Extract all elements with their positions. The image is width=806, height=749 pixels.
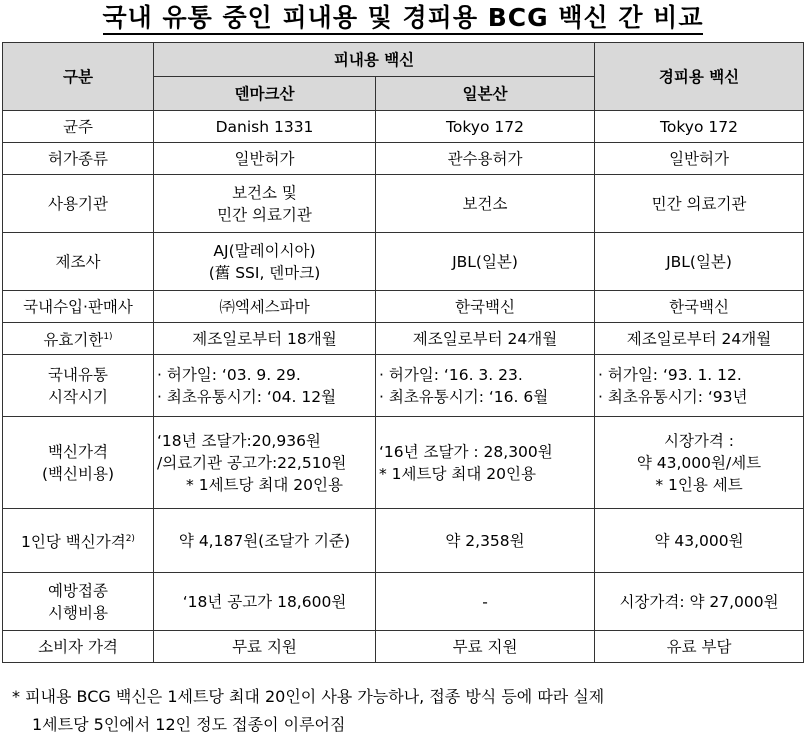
cell-line: 시장가격 :: [663, 431, 735, 450]
cell-danish: [154, 355, 376, 417]
cell-percutaneous: 약 43,000원: [595, 509, 804, 573]
table-row: [3, 111, 804, 143]
table-row: [3, 175, 804, 233]
cell-japanese: [376, 417, 595, 509]
table-row: [3, 323, 804, 355]
row-label-line: 시행비용: [48, 603, 108, 622]
cell-percutaneous: 한국백신: [595, 291, 804, 323]
cell-danish: ㈜엑세스파마: [154, 291, 376, 323]
cell-percutaneous: Tokyo 172: [595, 111, 804, 143]
footnote-line: 1세트당 5인에서 12인 정도 접종이 이루어짐: [32, 715, 346, 734]
cell-japanese: -: [376, 573, 595, 631]
row-label-line: (백신비용): [42, 464, 114, 483]
cell-line: ‘18년 조달가:20,936원: [157, 431, 321, 450]
header-danish: 덴마크산: [154, 77, 376, 111]
cell-danish: [154, 417, 376, 509]
page-title: [0, 0, 806, 40]
row-label: [3, 573, 154, 631]
row-label: [3, 417, 154, 509]
header-group: 구분: [3, 43, 154, 111]
row-label-line: 국내유통: [48, 365, 108, 384]
cell-line: · 최초유통시기: ‘04. 12월: [157, 387, 337, 406]
cell-line: (舊 SSI, 덴마크): [208, 263, 321, 282]
row-label: [3, 323, 154, 355]
cell-japanese: 약 2,358원: [376, 509, 595, 573]
cell-percutaneous: JBL(일본): [595, 233, 804, 291]
cell-line: 민간 의료기관: [217, 205, 312, 224]
cell-danish: [154, 233, 376, 291]
table-row: [3, 291, 804, 323]
footnote-line: * 피내용 BCG 백신은 1세트당 최대 20인이 사용 가능하나, 접종 방식 등에 따라 실제: [12, 687, 605, 706]
cell-line: * 1세트당 최대 20인용: [186, 475, 343, 494]
cell-danish: ‘18년 공고가 18,600원: [154, 573, 376, 631]
cell-danish: 제조일로부터 18개월: [154, 323, 376, 355]
row-label-line: 백신가격: [48, 442, 108, 461]
cell-japanese: 관수용허가: [376, 143, 595, 175]
table-row: [3, 233, 804, 291]
row-label: 허가종류: [3, 143, 154, 175]
cell-line: · 허가일: ‘93. 1. 12.: [598, 365, 742, 384]
row-label: [3, 355, 154, 417]
cell-line: · 허가일: ‘16. 3. 23.: [379, 365, 523, 384]
row-label: [3, 509, 154, 573]
cell-japanese: Tokyo 172: [376, 111, 595, 143]
cell-line: /의료기관 공고가:22,510원: [157, 453, 347, 472]
table-row: [3, 143, 804, 175]
comparison-table: [2, 42, 804, 663]
cell-japanese: 무료 지원: [376, 631, 595, 663]
table-row: [3, 631, 804, 663]
row-label-line: 예방접종: [48, 581, 108, 600]
cell-line: · 허가일: ‘03. 9. 29.: [157, 365, 301, 384]
header-percutaneous: 경피용 백신: [595, 43, 804, 111]
cell-percutaneous: 유료 부담: [595, 631, 804, 663]
cell-line: ‘16년 조달가 : 28,300원: [379, 442, 553, 461]
header-intradermal: 피내용 백신: [154, 43, 595, 77]
cell-percutaneous: 일반허가: [595, 143, 804, 175]
cell-percutaneous: [595, 355, 804, 417]
cell-percutaneous: 민간 의료기관: [595, 175, 804, 233]
cell-line: * 1인용 세트: [655, 475, 743, 494]
cell-line: AJ(말레이시아): [213, 241, 316, 260]
row-label: 국내수입·판매사: [3, 291, 154, 323]
table-row: [3, 509, 804, 573]
footnote-marker: 1): [103, 331, 113, 342]
cell-japanese: [376, 355, 595, 417]
cell-japanese: JBL(일본): [376, 233, 595, 291]
table-row: [3, 355, 804, 417]
row-label-line: 시작시기: [48, 387, 108, 406]
cell-line: · 최초유통시기: ‘93년: [598, 387, 748, 406]
cell-danish: [154, 175, 376, 233]
row-label: 균주: [3, 111, 154, 143]
header-japanese: 일본산: [376, 77, 595, 111]
cell-japanese: 한국백신: [376, 291, 595, 323]
table-row: [3, 573, 804, 631]
cell-danish: 무료 지원: [154, 631, 376, 663]
table-row: [3, 417, 804, 509]
row-label: 사용기관: [3, 175, 154, 233]
cell-percutaneous: [595, 417, 804, 509]
cell-japanese: 제조일로부터 24개월: [376, 323, 595, 355]
cell-line: * 1세트당 최대 20인용: [379, 464, 536, 483]
row-label: 소비자 가격: [3, 631, 154, 663]
footnote: [12, 683, 802, 739]
cell-japanese: 보건소: [376, 175, 595, 233]
cell-line: 약 43,000원/세트: [636, 453, 762, 472]
cell-line: · 최초유통시기: ‘16. 6월: [379, 387, 549, 406]
row-label-text: 1인당 백신가격: [21, 533, 126, 552]
footnote-marker: 2): [125, 533, 135, 544]
cell-danish: Danish 1331: [154, 111, 376, 143]
cell-danish: 일반허가: [154, 143, 376, 175]
cell-percutaneous: 제조일로부터 24개월: [595, 323, 804, 355]
cell-line: 보건소 및: [232, 183, 297, 202]
row-label-text: 유효기한: [43, 331, 104, 350]
cell-danish: 약 4,187원(조달가 기준): [154, 509, 376, 573]
cell-percutaneous: 시장가격: 약 27,000원: [595, 573, 804, 631]
page-title-text: 국내 유통 중인 피내용 및 경피용 BCG 백신 간 비교: [103, 3, 704, 35]
row-label: 제조사: [3, 233, 154, 291]
